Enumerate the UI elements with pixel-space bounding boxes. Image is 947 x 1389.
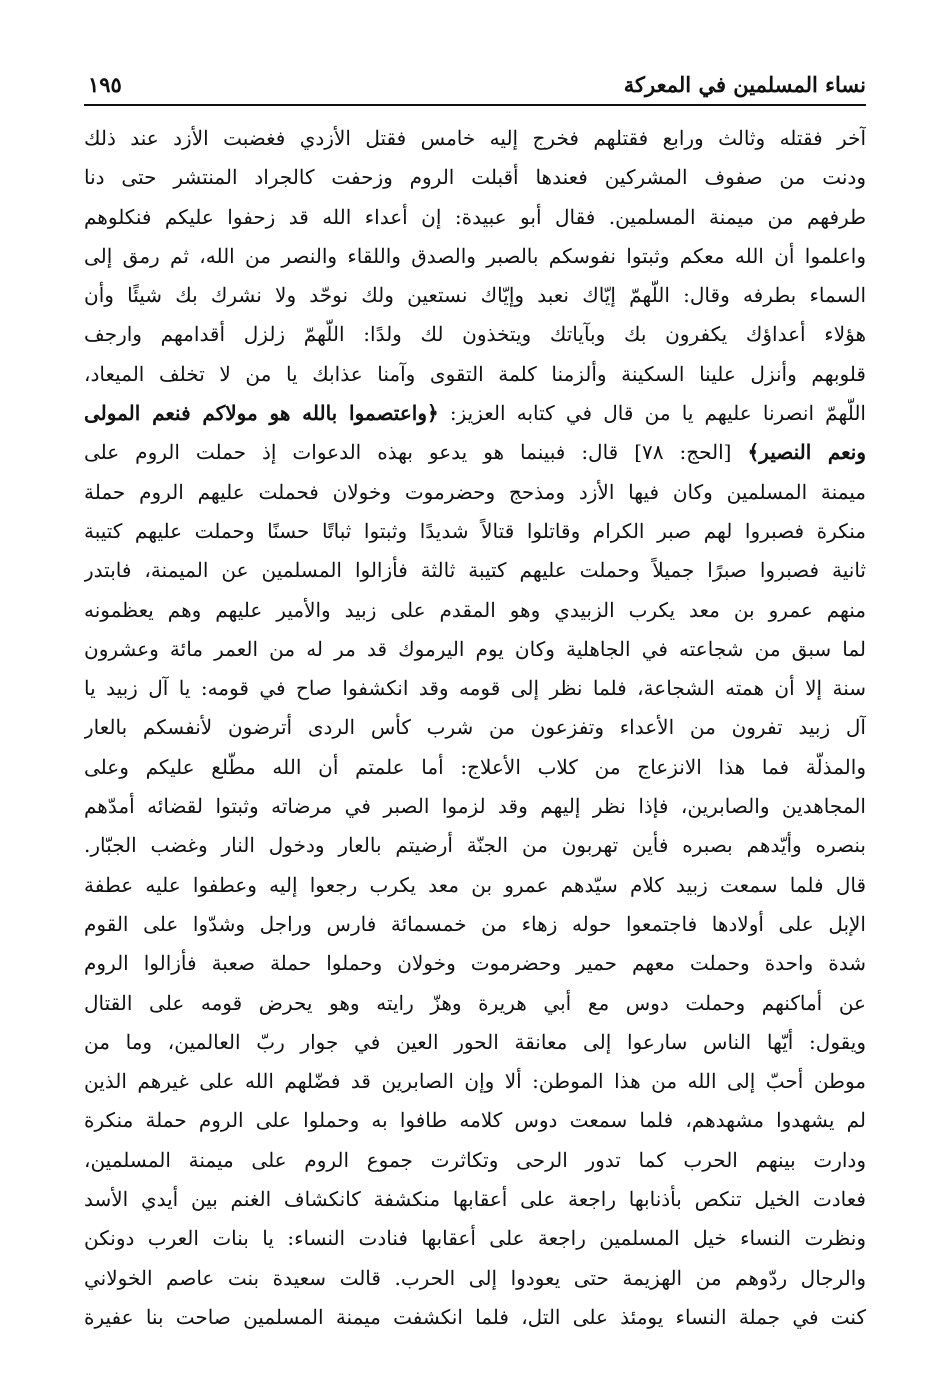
text-line: سنة إلا أن همته الشجاعة، فلما نظر إلى قومه وقد انكشفوا صاح في قومه: يا آل زبيد يا (84, 676, 866, 701)
quran-verse: ونعم النصير﴾ (747, 440, 866, 465)
header-rule (84, 104, 866, 106)
text-line: آخر فقتله وثالث ورابع فقتلهم فخرج إليه خامس فقتل الأزدي فغضبت الأزد عند ذلك (84, 126, 866, 150)
text-line: ونظرت النساء خيل المسلمين راجعة على أعقابها فنادت النساء: يا بنات العرب دونكن (84, 1226, 866, 1251)
header-title: نساء المسلمين في المعركة (623, 72, 866, 97)
text-line: موطن أحبّ إلى الله من هذا الموطن: ألا وإن الصابرين قد فضّلهم الله على غيرهم الذين (84, 1069, 866, 1094)
text-line-quran-end (84, 433, 866, 472)
page-number: ١٩٥ (88, 72, 122, 97)
text-line: قلوبهم وأنزل علينا السكينة وألزمنا كلمة التقوى وآمنا عذابك يا من لا تخلف الميعاد، (84, 361, 866, 386)
text-line: ميمنة المسلمين وكان فيها الأزد ومذحج وحضرموت وخولان فحملت عليهم الروم حملة (84, 479, 866, 504)
text-line: السماء بطرفه وقال: اللّهمّ إيّاك نعبد وإيّاك نستعين ولك نوحّد ولا نشرك بك شيئًا وأن (84, 283, 866, 308)
verse-citation: [الحج: ٧٨] قال: فبينما هو يدعو بهذه الدعوات إذ حملت الروم على (84, 440, 748, 465)
text-line: آل زبيد تفرون من الأعداء وتفزعون من شرب كأس الردى أترضون لأنفسكم بالعار (84, 715, 866, 740)
text-line: منهم عمرو بن معد يكرب الزبيدي وهو المقدم على زبيد والأمير عليهم وهم يعظمونه (84, 597, 866, 622)
body-text (84, 119, 866, 1337)
text-line: بنصره وأيّدهم بصبره فأين تهربون من الجنّة أرضيتم بالعار ودخول النار وغضب الجبّار. (84, 833, 866, 858)
text-line: قال فلما سمعت زبيد كلام سيّدهم عمرو بن معد يكرب رجعوا إليه وعطفوا عليه عطفة (84, 872, 866, 897)
text-line: عن أماكنهم وحملت دوس مع أبي هريرة وهزّ رايته وهو يحرض قومه على القتال (84, 990, 866, 1015)
text-line: ثانية فصبروا صبرًا جميلاً وحملت عليهم كتيبة ثالثة فأزالوا المسلمين عن الميمنة، فابتدر (84, 558, 866, 583)
text-line: منكرة فصبروا لهم صبر الكرام وقاتلوا قتالاً شديدًا وثبتوا ثباتًا حسنًا وحملت عليهم كتيبة (84, 518, 866, 543)
text-line: والرجال ردّوهم من الهزيمة حتى يعودوا إلى الحرب. قالت سعيدة بنت عاصم الخولاني (84, 1265, 866, 1290)
text-line: لم يشهدوا مشهدهم، فلما سمعت دوس كلامه طافوا به وحملوا على الروم حملة منكرة (84, 1108, 866, 1133)
text-line: ودارت بينهم الحرب كما تدور الرحى وتكاثرت جموع الروم على ميمنة المسلمين، (84, 1147, 866, 1172)
line-lead: اللّهمّ انصرنا عليهم يا من قال في كتابه العزيز: (438, 401, 866, 426)
text-line: ويقول: أيّها الناس سارعوا إلى معانقة الحور العين في جوار ربّ العالمين، وما من (84, 1029, 866, 1054)
text-line: والمذلّة فما هذا الانزعاج من كلاب الأعلاج: أما علمتم أن الله مطّلع عليكم وعلى (84, 754, 866, 779)
text-line: فعادت الخيل تنكص بأذنابها راجعة على أعقابها منكشفة كانكشاف الغنم بين أيدي الأسد (84, 1187, 866, 1212)
text-line-quran-start (84, 394, 866, 433)
text-line: كنت في جملة النساء يومئذ على التل، فلما انكشفت ميمنة المسلمين صاحت بنا عفيرة (84, 1304, 866, 1329)
text-line: واعلموا أن الله معكم وثبتوا نفوسكم بالصبر والصدق واللقاء والنصر من الله، ثم رمق إلى (84, 243, 866, 268)
text-line: المجاهدين والصابرين، فإذا نظر إليهم وقد لزموا الصبر في مرضاته وثبتوا لقضائه أمدّهم (84, 794, 866, 819)
text-line: شدة واحدة وحملت معهم حمير وحضرموت وخولان وحملوا حملة صعبة فأزالوا الروم (84, 951, 866, 976)
quran-verse: ﴿واعتصموا بالله هو مولاكم فنعم المولى (84, 401, 439, 426)
text-line: طرفهم من ميمنة المسلمين. فقال أبو عبيدة: إن أعداء الله قد زحفوا عليكم فنكلوهم (84, 204, 866, 229)
text-line: الإبل على أولادها فاجتمعوا حوله زهاء من خمسمائة فارس وراجل وشدّوا على القوم (84, 911, 866, 936)
text-line: لما سبق من شجاعته في الجاهلية وكان يوم اليرموك قد مر له من العمر مائة وعشرون (84, 636, 866, 661)
running-header (84, 70, 866, 106)
text-line: هؤلاء أعداؤك يكفرون بك وبآياتك ويتخذون لك ولدًا: اللّهمّ زلزل أقدامهم وارجف (84, 322, 866, 347)
text-line: ودنت من صفوف المشركين فعندها أقبلت الروم وزحفت كالجراد المنتشر حتى دنا (84, 165, 866, 190)
